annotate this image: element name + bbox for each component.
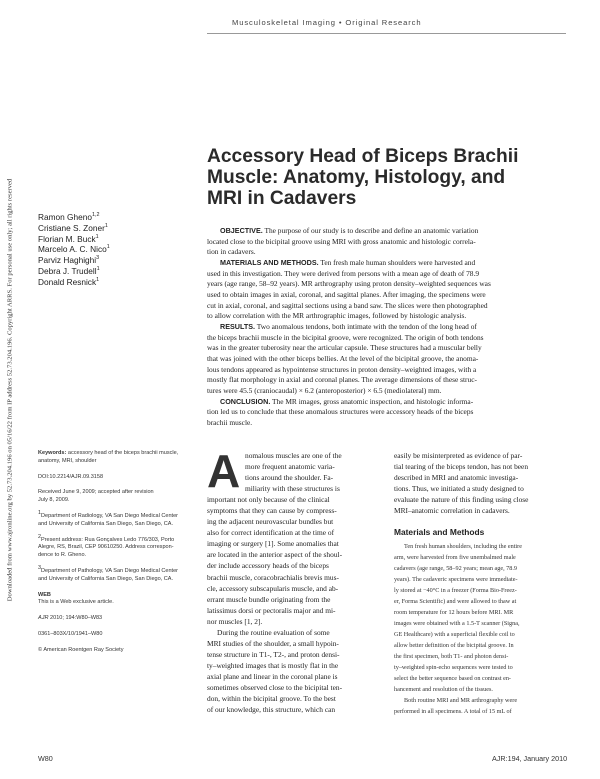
- author: Parviz Haghighi$^3$: [38, 255, 100, 266]
- text-line: the first specimen, both T1- and photon densi-: [394, 652, 509, 660]
- abstract: OBJECTIVE. The purpose of our study is to describe and define an anatomic variation located close to the bicipital groove using MRI with gross anatomic and histologic correla- tion in cadavers. MATERIALS AND METHODS. Ten fresh male human shoulders were harvested and used in this investigation. They were derived from persons with a mean age of death of 78.9 years (age range, 58–92 years). MR arthrography using proton density–weighted sequences was used to obtain images in axial, coronal, and sagittal planes. After imaging, the specimens were cut in axial, coronal, and sagittal sections using a band saw. The slices were then photographed to allow correlation with the MR arthrographic images, followed by histologic analysis. RESULTS. Two anomalous tendons, both intimate with the tendon of the long head of the biceps brachii muscle in the bicipital groove, were recognized. The origin of both tendons was in the greater tuberosity near the articular capsule. These structures had a muscular belly that was joined with the other biceps bellies. At the level of the bicipital groove, the anoma- lous tendons appeared as hypointense structures in proton density–weighted images, with a mostly flat morphology in axial and coronal planes. The average dimensions of these struc- tures were 45.5 (craniocaudal) × 6.2 (anteroposterior) × 6.5 (mediolateral) mm. CONCLUSION. The MR images, gross anatomic inspection, and histologic informa- tion led us to conclude that these anomalous structures were accessory heads of the biceps brachii muscle.: [207, 226, 566, 428]
- title-line: Accessory Head of Biceps Brachii: [207, 146, 519, 167]
- text-line: tions around the shoulder. Fa-: [245, 473, 334, 483]
- column-2-intro: [394, 450, 566, 516]
- text-line: tions. Thus, we initiated a study designed to: [394, 484, 524, 494]
- text-line: years). The cadaveric specimens were immediate-: [394, 576, 518, 584]
- journal-issue: AJR:194, January 2010: [492, 754, 568, 763]
- issn: 0361–803X/10/1941–W80: [38, 630, 103, 637]
- keywords: Keywords: accessory head of the biceps brachii muscle,: [38, 450, 179, 456]
- text-line: nomalous muscles are one of the: [245, 451, 342, 460]
- abstract-conclusion: CONCLUSION. The MR images, gross anatomic inspection, and histologic informa-: [220, 396, 474, 406]
- author: Florian M. Buck$^1$: [38, 233, 99, 244]
- text-line: ty–weighted images that is mostly flat in the: [207, 660, 339, 670]
- text-line: imaging or surgery [1]. Some anomalies that: [207, 539, 339, 549]
- text-line: Both routine MRI and MR arthrography were: [404, 696, 518, 704]
- text-line: arm, were harvested from five unembalmed male: [394, 554, 516, 562]
- text-line: don, within the bicipital groove. To the best: [207, 694, 336, 704]
- author: Cristiane S. Zoner$^1$: [38, 222, 108, 233]
- text-line: symptoms that they can cause by compress-: [207, 506, 337, 516]
- web-label: WEB: [38, 591, 51, 598]
- text-line: also for correct identification at the time of: [207, 528, 335, 538]
- affiliation-3: $^3$Department of Pathology, VA San Diego Medical Center: [38, 565, 179, 574]
- drop-cap: A: [207, 445, 241, 497]
- text-line: ty–weighted spin-echo sequences were tested to: [394, 663, 513, 671]
- affiliation-2: $^2$Present address: Rua Gonçalves Ledo 776/303, Porto: [38, 533, 175, 543]
- article-sidebar: Keywords: accessory head of the biceps brachii muscle, anatomy, MRI, shoulder DOI:10.2214/AJR.09.3158 Received June 9, 2009; accepted after revision July 8, 2009. $^1$Department of Radiology, VA San Diego Medical Center and University of California San Diego, San Diego, CA. $^2$Present address: Rua Gonçalves Ledo 776/303, Porto Alegre, RS, Brazil, CEP 90610250. Address correspon- dence to R. Gheno. $^3$Department of Pathology, VA San Diego Medical Center and University of California San Diego, San Diego, CA. WEB This is a Web exclusive article. AJR 2010; 194:W80–W83 0361–803X/10/1941–W80 © American Roentgen Ray Society: [38, 450, 198, 655]
- text-line: der include accessory heads of the biceps: [207, 561, 329, 571]
- text-line: more frequent anatomic varia-: [245, 462, 335, 472]
- text-line: hancement and resolution of the tissues.: [394, 685, 493, 693]
- text-line: are located in the anterior aspect of the shoul-: [207, 550, 343, 560]
- text-line: nor muscles [1, 2].: [207, 616, 263, 626]
- received-dates: Received June 9, 2009; accepted after revision: [38, 489, 154, 496]
- text-line: room temperature for 12 hours before MRI. MR: [394, 609, 514, 617]
- text-line: allow better definition of the bicipital groove. In: [394, 641, 514, 649]
- text-line: described in MRI and anatomic investiga-: [394, 473, 519, 483]
- text-line: performed in all specimens. A total of 15 mL of: [394, 707, 512, 715]
- page-number: W80: [38, 754, 53, 763]
- header-divider: [207, 33, 566, 34]
- copyright: © American Roentgen Ray Society: [38, 646, 124, 653]
- text-line: MRI–anatomic correlation in cadavers.: [394, 506, 510, 516]
- citation: AJR 2010; 194:W80–W83: [38, 615, 103, 622]
- text-line: sometimes observed close to the bicipital ten-: [207, 682, 343, 692]
- article-title: [207, 146, 566, 209]
- text-line: important not only because of the clinical: [207, 495, 330, 505]
- section-header: Musculoskeletal Imaging • Original Research: [232, 18, 422, 27]
- title-line: MRI in Cadavers: [207, 188, 357, 209]
- author: Marcelo A. C. Nico$^1$: [38, 244, 110, 255]
- body-column-2: [394, 450, 566, 718]
- text-line: of our knowledge, this structure, which can: [207, 705, 336, 715]
- text-line: easily be misinterpreted as evidence of par-: [394, 451, 523, 460]
- abstract-objective: OBJECTIVE. The purpose of our study is to describe and define an anatomic variation: [220, 226, 479, 235]
- download-notice: [3, 110, 17, 670]
- title-line: Muscle: Anatomy, Histology, and: [207, 167, 506, 188]
- text-line: errant muscle bundle originating from the: [207, 594, 331, 604]
- text-line: tial tearing of the biceps tendon, has not been: [394, 462, 529, 472]
- text-line: MRI studies of the shoulder, a small hypoin-: [207, 638, 339, 648]
- text-line: brachii muscle, coracobrachialis brevis mus-: [207, 572, 339, 582]
- text-line: ing the adjacent neurovascular bundles but: [207, 517, 334, 527]
- column-2-methods: [394, 542, 566, 717]
- affiliation-1: $^1$Department of Radiology, VA San Diego Medical Center: [38, 510, 178, 519]
- abstract-methods: MATERIALS AND METHODS. Ten fresh male human shoulders were harvested and: [220, 257, 476, 267]
- text-line: axial plane and linear in the coronal plane is: [207, 671, 338, 681]
- body-column-1: [207, 445, 379, 715]
- text-line: er, Forma Scientific) and were allowed to thaw at: [394, 598, 517, 606]
- author-list: [38, 212, 198, 288]
- text-line: images were obtained with a 1.5-T scanner (Signa,: [394, 620, 520, 627]
- author: Donald Resnick$^1$: [38, 276, 100, 287]
- download-notice-text: Downloaded from www.ajronline.org by 52.73.204.196 on 05/16/22 from IP address 52.73.204.196. Copyright ARRS. For personal use only; all rights reserved: [6, 178, 14, 602]
- text-line: select the better sequence based on contrast en-: [394, 674, 511, 682]
- text-line: Ten fresh human shoulders, including the entire: [404, 543, 522, 551]
- abstract-results: RESULTS. Two anomalous tendons, both intimate with the tendon of the long head of: [220, 321, 477, 331]
- text-line: latissimus dorsi or pectoralis major and mi-: [207, 605, 336, 615]
- text-line: cle, accessory subscapularis muscle, and ab-: [207, 583, 339, 593]
- author: Debra J. Trudell$^1$: [38, 265, 100, 276]
- doi: DOI:10.2214/AJR.09.3158: [38, 473, 104, 480]
- text-line: tense structure in T1-, T2-, and proton densi-: [207, 649, 340, 659]
- section-heading-methods: Materials and Methods: [394, 527, 485, 538]
- author: Ramon Gheno$^{1,2}$: [38, 212, 100, 222]
- text-line: ly stored at −40°C in a freezer (Forma Bio-Freez-: [394, 587, 517, 595]
- text-line: evaluate the nature of this finding using close: [394, 495, 529, 505]
- text-line: During the routine evaluation of some: [217, 627, 330, 637]
- text-line: cadavers (age range, 58–92 years; mean age, 78.9: [394, 565, 518, 573]
- text-line: miliarity with these structures is: [245, 484, 340, 494]
- text-line: GE Healthcare) with a superficial flexible coil to: [394, 630, 515, 638]
- web-exclusive-note: This is a Web exclusive article.: [38, 599, 114, 606]
